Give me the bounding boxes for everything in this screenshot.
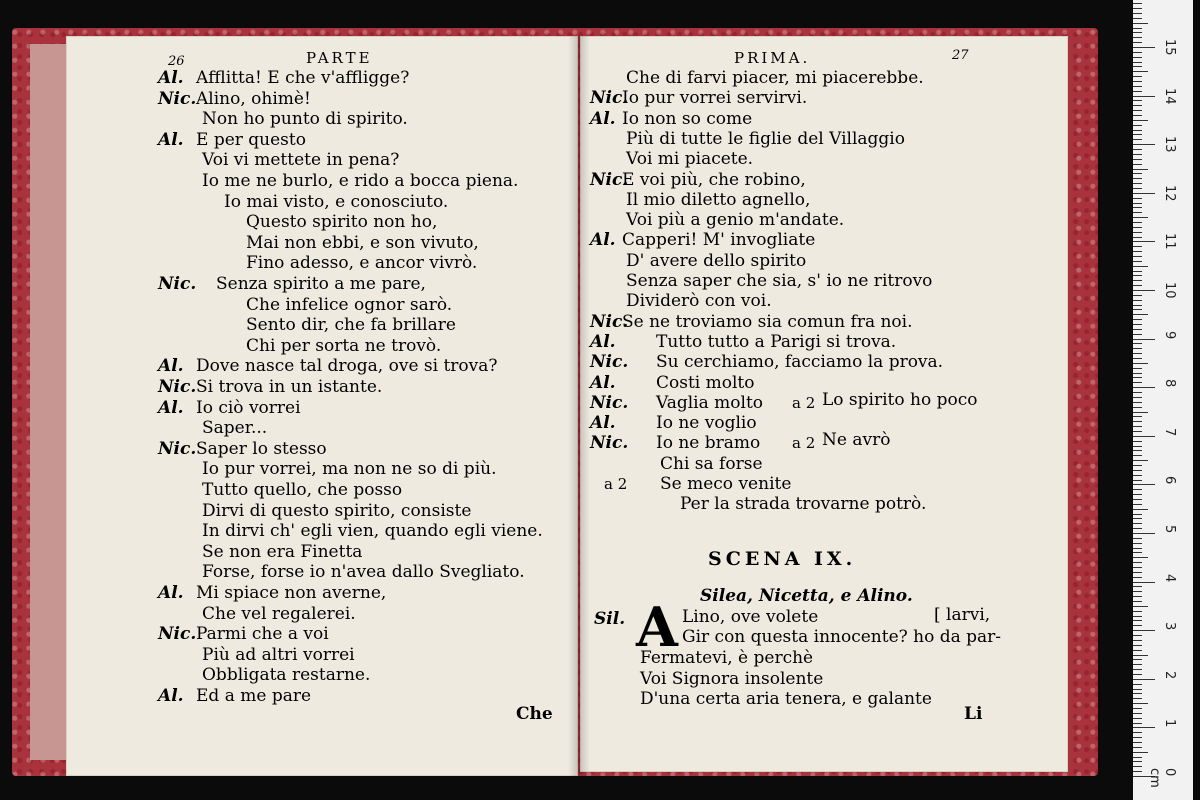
ruler-tick (1133, 358, 1142, 359)
ruler-tick (1133, 324, 1142, 325)
ruler-tick (1133, 538, 1142, 539)
ruler-tick (1133, 674, 1142, 675)
right-catchword: Li (964, 704, 983, 724)
ruler-tick (1133, 110, 1142, 111)
ruler-tick (1133, 684, 1142, 685)
verse-line: Che vel regalerei. (202, 603, 356, 624)
ruler-tick (1133, 543, 1142, 544)
ruler-tick (1133, 412, 1148, 413)
ruler-tick (1133, 280, 1142, 281)
ruler-tick (1133, 446, 1142, 447)
verse-line: Forse, forse io n'avea dallo Svegliato. (202, 562, 525, 583)
speaker-label: Nic. (590, 88, 629, 109)
ruler-tick (1133, 397, 1142, 398)
verse-line: Ed a me pare (196, 686, 312, 706)
ruler-tick (1133, 698, 1142, 699)
ruler-tick (1133, 655, 1148, 656)
ruler-tick (1133, 703, 1148, 704)
ruler-tick (1133, 261, 1142, 262)
ruler-tick (1133, 761, 1142, 762)
ruler-tick (1133, 309, 1142, 310)
verse-line: Io non so come (622, 108, 753, 129)
ruler-tick (1133, 635, 1142, 636)
duet-note-label: a 2 (792, 394, 816, 412)
verse-line: Io ne bramo (656, 433, 761, 454)
ruler-label: 3 (1162, 622, 1177, 631)
speaker-label: Nic. (158, 624, 197, 645)
scene-line-continuation: [ larvi, (934, 605, 991, 625)
ruler-label: 11 (1162, 233, 1177, 250)
ruler-tick (1133, 13, 1142, 14)
left-running-head: PARTE (306, 49, 373, 67)
scene-cast: Silea, Nicetta, e Alino. (700, 586, 913, 606)
verse-line: Capperi! M' invogliate (622, 230, 816, 251)
verse-line: Vaglia molto (656, 392, 764, 413)
verse-line: Se non era Finetta (202, 541, 363, 562)
verse-line: E per questo (196, 129, 306, 150)
ruler-tick (1133, 475, 1142, 476)
ruler-tick (1133, 290, 1155, 291)
ruler-tick (1133, 66, 1142, 67)
ruler-tick (1133, 52, 1142, 53)
ruler-tick (1133, 373, 1142, 374)
ruler-tick (1133, 718, 1142, 719)
verse-line: Senza saper che sia, s' io ne ritrovo (626, 271, 933, 291)
ruler-tick (1133, 144, 1155, 145)
verse-line: Saper lo stesso (196, 438, 327, 459)
ruler-tick (1133, 207, 1142, 208)
ruler-tick (1133, 154, 1142, 155)
ruler-tick (1133, 159, 1142, 160)
ruler-label: 6 (1162, 476, 1177, 485)
verse-line: Fino adesso, e ancor vivrò. (246, 253, 478, 274)
speaker-label: Nic. (590, 392, 629, 413)
verse-line: Mi spiace non averne, (196, 583, 387, 603)
ruler-label: 2 (1162, 670, 1177, 680)
ruler-tick (1133, 392, 1142, 393)
ruler-tick (1133, 548, 1142, 549)
ruler-label: 9 (1162, 330, 1177, 339)
ruler-tick (1133, 708, 1142, 709)
ruler-tick (1133, 96, 1155, 97)
scene-speaker: Sil. (594, 609, 626, 629)
ruler-tick (1133, 494, 1142, 495)
left-page-number: 26 (168, 54, 185, 69)
ruler-tick (1133, 557, 1148, 558)
speaker-label: Al. (590, 331, 616, 352)
ruler-tick (1133, 305, 1142, 306)
speaker-label: a 2 (604, 475, 628, 493)
verse-line: Alino, ohimè! (196, 88, 311, 109)
scene-line: Fermatevi, è perchè (640, 648, 814, 668)
ruler-label: 7 (1162, 427, 1177, 437)
ruler-tick (1133, 222, 1142, 223)
verse-line: Non ho punto di spirito. (202, 109, 408, 130)
ruler-tick (1133, 470, 1142, 471)
ruler-tick (1133, 139, 1142, 140)
verse-line: Io mai visto, e conosciuto. (224, 191, 449, 212)
scene-line: Lino, ove volete (682, 607, 819, 627)
verse-line: Se meco venite (660, 474, 792, 494)
ruler-tick (1133, 625, 1142, 626)
verse-line: Tutto quello, che posso (202, 480, 403, 500)
ruler-tick (1133, 640, 1142, 641)
ruler-tick (1133, 115, 1142, 116)
ruler-tick (1133, 363, 1148, 364)
book-gutter (568, 36, 590, 776)
speaker-label: Nic. (590, 169, 629, 190)
ruler-tick (1133, 271, 1142, 272)
scene-line: D'una certa aria tenera, e galante (640, 689, 932, 709)
ruler-tick (1133, 426, 1142, 427)
ruler-tick (1133, 23, 1148, 24)
ruler-tick (1133, 514, 1142, 515)
ruler-tick (1133, 747, 1142, 748)
ruler-tick (1133, 227, 1142, 228)
ruler-tick (1133, 47, 1155, 48)
verse-line: Io me ne burlo, e rido a bocca piena. (202, 171, 519, 191)
ruler-tick (1133, 742, 1142, 743)
ruler-tick (1133, 402, 1142, 403)
ruler-tick (1133, 567, 1142, 568)
duet-note: Lo spirito ho poco (822, 390, 978, 410)
left-catchword: Che (516, 704, 553, 724)
ruler-tick (1133, 431, 1142, 432)
verse-line: Il mio diletto agnello, (626, 189, 811, 210)
ruler-tick (1133, 664, 1142, 665)
verse-line: Su cerchiamo, facciamo la prova. (656, 352, 944, 373)
ruler-tick (1133, 32, 1142, 33)
ruler-label: 13 (1162, 136, 1177, 153)
ruler-label: 12 (1162, 184, 1177, 202)
ruler-label: 10 (1162, 282, 1177, 299)
ruler-tick (1133, 212, 1142, 213)
verse-line: Afflitta! E che v'affligge? (196, 68, 410, 88)
ruler-tick (1133, 572, 1142, 573)
ruler-tick (1133, 368, 1142, 369)
ruler-tick (1133, 591, 1142, 592)
speaker-label: Al. (590, 108, 616, 129)
speaker-label: Nic. (590, 311, 629, 332)
verse-line: Chi sa forse (660, 453, 763, 474)
speaker-label: Al. (158, 356, 184, 377)
ruler-tick (1133, 465, 1142, 466)
ruler-tick (1133, 232, 1142, 233)
ruler-tick (1133, 188, 1142, 189)
verse-line: Io ciò vorrei (196, 397, 301, 418)
ruler-tick (1133, 314, 1148, 315)
ruler-tick (1133, 91, 1142, 92)
duet-note-label: a 2 (792, 434, 816, 452)
verse-line: Dove nasce tal droga, ove si trova? (196, 356, 498, 377)
scene-line: Gir con questa innocente? ho da par- (682, 627, 1002, 647)
ruler-tick (1133, 62, 1142, 63)
ruler-tick (1133, 377, 1142, 378)
duet-note: Ne avrò (822, 430, 891, 450)
ruler-tick (1133, 509, 1148, 510)
ruler-tick (1133, 164, 1142, 165)
speaker-label: Al. (590, 230, 616, 251)
verse-line: Voi vi mettete in pena? (202, 150, 400, 171)
ruler-tick (1133, 441, 1142, 442)
ruler-tick (1133, 382, 1142, 383)
ruler-tick (1133, 596, 1142, 597)
ruler-tick (1133, 489, 1142, 490)
ruler-tick (1133, 455, 1142, 456)
speaker-label: Nic. (590, 352, 629, 373)
drop-cap: A (636, 595, 678, 659)
speaker-label: Nic. (158, 377, 197, 397)
speaker-label: Nic. (158, 88, 197, 109)
verse-line: Questo spirito non ho, (246, 212, 438, 233)
ruler-tick (1133, 732, 1142, 733)
verse-line: Che infelice ognor sarò. (246, 294, 453, 315)
verse-line: Senza spirito a me pare, (216, 274, 426, 294)
ruler-tick (1133, 436, 1155, 437)
verse-line: In dirvi ch' egli vien, quando egli viene. (202, 521, 543, 542)
verse-line: Obbligata restarne. (202, 665, 371, 686)
ruler-tick (1133, 169, 1148, 170)
ruler-tick (1133, 611, 1142, 612)
ruler-tick (1133, 499, 1142, 500)
ruler-tick (1133, 42, 1142, 43)
ruler-tick (1133, 650, 1142, 651)
ruler-tick (1133, 81, 1142, 82)
verse-line: Sento dir, che fa brillare (246, 315, 456, 336)
ruler-tick (1133, 723, 1142, 724)
ruler-tick (1133, 130, 1142, 131)
verse-line: Tutto tutto a Parigi si trova. (656, 331, 897, 352)
scene-line: Voi Signora insolente (640, 669, 824, 689)
ruler-tick (1133, 727, 1155, 728)
ruler-tick (1133, 134, 1142, 135)
ruler-tick (1133, 421, 1142, 422)
speaker-label: Al. (590, 372, 616, 393)
ruler-tick (1133, 353, 1142, 354)
ruler-tick (1133, 766, 1142, 767)
speaker-label: Nic. (158, 438, 197, 459)
ruler-tick (1133, 319, 1142, 320)
ruler-tick (1133, 266, 1148, 267)
speaker-label: Al. (158, 129, 184, 150)
verse-line: Per la strada trovarne potrò. (680, 494, 927, 515)
right-page-number: 27 (952, 48, 969, 63)
ruler-tick (1133, 8, 1142, 9)
ruler-tick (1133, 518, 1142, 519)
ruler-tick (1133, 120, 1148, 121)
ruler-tick (1133, 552, 1142, 553)
ruler-tick (1133, 203, 1142, 204)
ruler-label: 4 (1162, 573, 1177, 582)
ruler-tick (1133, 450, 1142, 451)
speaker-label: Nic. (590, 433, 629, 454)
ruler-tick (1133, 217, 1148, 218)
ruler-tick (1133, 241, 1155, 242)
verse-line: Io pur vorrei servirvi. (622, 88, 808, 109)
ruler-tick (1133, 533, 1155, 534)
ruler-label: 15 (1162, 39, 1177, 56)
ruler-tick (1133, 616, 1142, 617)
ruler-label: 1 (1162, 719, 1177, 728)
speaker-label: Al. (590, 413, 616, 434)
ruler-tick (1133, 484, 1155, 485)
ruler-tick (1133, 285, 1142, 286)
ruler-tick (1133, 256, 1142, 257)
verse-line: Più ad altri vorrei (202, 644, 355, 665)
ruler-tick (1133, 100, 1142, 101)
verse-line: Saper... (202, 418, 268, 439)
scene-title: SCENA IX. (708, 548, 857, 570)
ruler-label: 0 cm (1147, 768, 1177, 788)
ruler-tick (1133, 679, 1155, 680)
verse-line: Si trova in un istante. (196, 377, 383, 397)
ruler-tick (1133, 329, 1142, 330)
ruler-tick (1133, 407, 1142, 408)
verse-line: Dirvi di questo spirito, consiste (202, 500, 472, 521)
verse-line: E voi più, che robino, (622, 169, 806, 190)
ruler-tick (1133, 193, 1155, 194)
ruler-tick (1133, 752, 1148, 753)
ruler-tick (1133, 275, 1142, 276)
verse-line: Che di farvi piacer, mi piacerebbe. (626, 68, 924, 88)
ruler-tick (1133, 586, 1142, 587)
verse-line: Più di tutte le figlie del Villaggio (626, 128, 905, 149)
ruler-tick (1133, 582, 1155, 583)
verse-line: Parmi che a voi (196, 624, 329, 645)
speaker-label: Al. (158, 583, 184, 603)
speaker-label: Al. (158, 68, 184, 88)
ruler-tick (1133, 149, 1142, 150)
ruler-tick (1133, 339, 1155, 340)
ruler-tick (1133, 387, 1155, 388)
ruler-tick (1133, 348, 1142, 349)
ruler-tick (1133, 183, 1142, 184)
ruler-tick (1133, 577, 1142, 578)
verse-line: Se ne troviamo sia comun fra noi. (622, 311, 913, 332)
ruler-tick (1133, 198, 1142, 199)
ruler-tick (1133, 669, 1142, 670)
ruler-label: 8 (1162, 379, 1177, 388)
ruler-tick (1133, 620, 1142, 621)
ruler-tick (1133, 86, 1142, 87)
verse-line: Dividerò con voi. (626, 291, 772, 312)
ruler-tick (1133, 757, 1142, 758)
ruler-tick (1133, 125, 1142, 126)
ruler-tick (1133, 173, 1142, 174)
verse-line: Voi mi piacete. (626, 149, 754, 170)
ruler-tick (1133, 504, 1142, 505)
endpaper (30, 44, 70, 760)
ruler-tick (1133, 18, 1142, 19)
ruler-tick (1133, 76, 1142, 77)
ruler-tick (1133, 523, 1142, 524)
ruler-tick (1133, 71, 1148, 72)
right-running-head: PRIMA. (734, 49, 811, 67)
ruler-tick (1133, 334, 1142, 335)
ruler-tick (1133, 237, 1142, 238)
verse-line: Chi per sorta ne trovò. (246, 335, 442, 356)
ruler-tick (1133, 28, 1142, 29)
ruler-tick (1133, 480, 1142, 481)
verse-line: D' avere dello spirito (626, 250, 807, 271)
speaker-label: Al. (158, 686, 184, 706)
ruler-tick (1133, 105, 1142, 106)
ruler-tick (1133, 528, 1142, 529)
ruler-tick (1133, 689, 1142, 690)
ruler-tick (1133, 606, 1148, 607)
ruler-tick (1133, 295, 1142, 296)
ruler-label: 14 (1162, 87, 1177, 105)
verse-line: Io pur vorrei, ma non ne so di più. (202, 459, 497, 480)
ruler-tick (1133, 771, 1142, 772)
ruler-tick (1133, 659, 1142, 660)
ruler-tick (1133, 251, 1142, 252)
ruler-tick (1133, 37, 1142, 38)
ruler-tick (1133, 713, 1142, 714)
ruler-tick (1133, 178, 1142, 179)
speaker-label: Nic. (158, 274, 197, 294)
verse-line: Io ne voglio (656, 413, 757, 434)
ruler-tick (1133, 562, 1142, 563)
verse-line: Voi più a genio m'andate. (626, 210, 845, 231)
ruler-tick (1133, 246, 1142, 247)
ruler-label: 5 (1162, 525, 1177, 534)
ruler-tick (1133, 601, 1142, 602)
verse-line: Mai non ebbi, e son vivuto, (246, 232, 479, 253)
ruler-tick (1133, 300, 1142, 301)
ruler-tick (1133, 630, 1155, 631)
ruler-tick (1133, 693, 1142, 694)
ruler-tick (1133, 416, 1142, 417)
verse-line: Costi molto (656, 372, 755, 393)
speaker-label: Al. (158, 397, 184, 418)
ruler-tick (1133, 57, 1142, 58)
ruler-tick (1133, 737, 1142, 738)
ruler-tick (1133, 645, 1142, 646)
ruler-tick (1133, 460, 1148, 461)
ruler-tick (1133, 3, 1142, 4)
ruler-tick (1133, 343, 1142, 344)
